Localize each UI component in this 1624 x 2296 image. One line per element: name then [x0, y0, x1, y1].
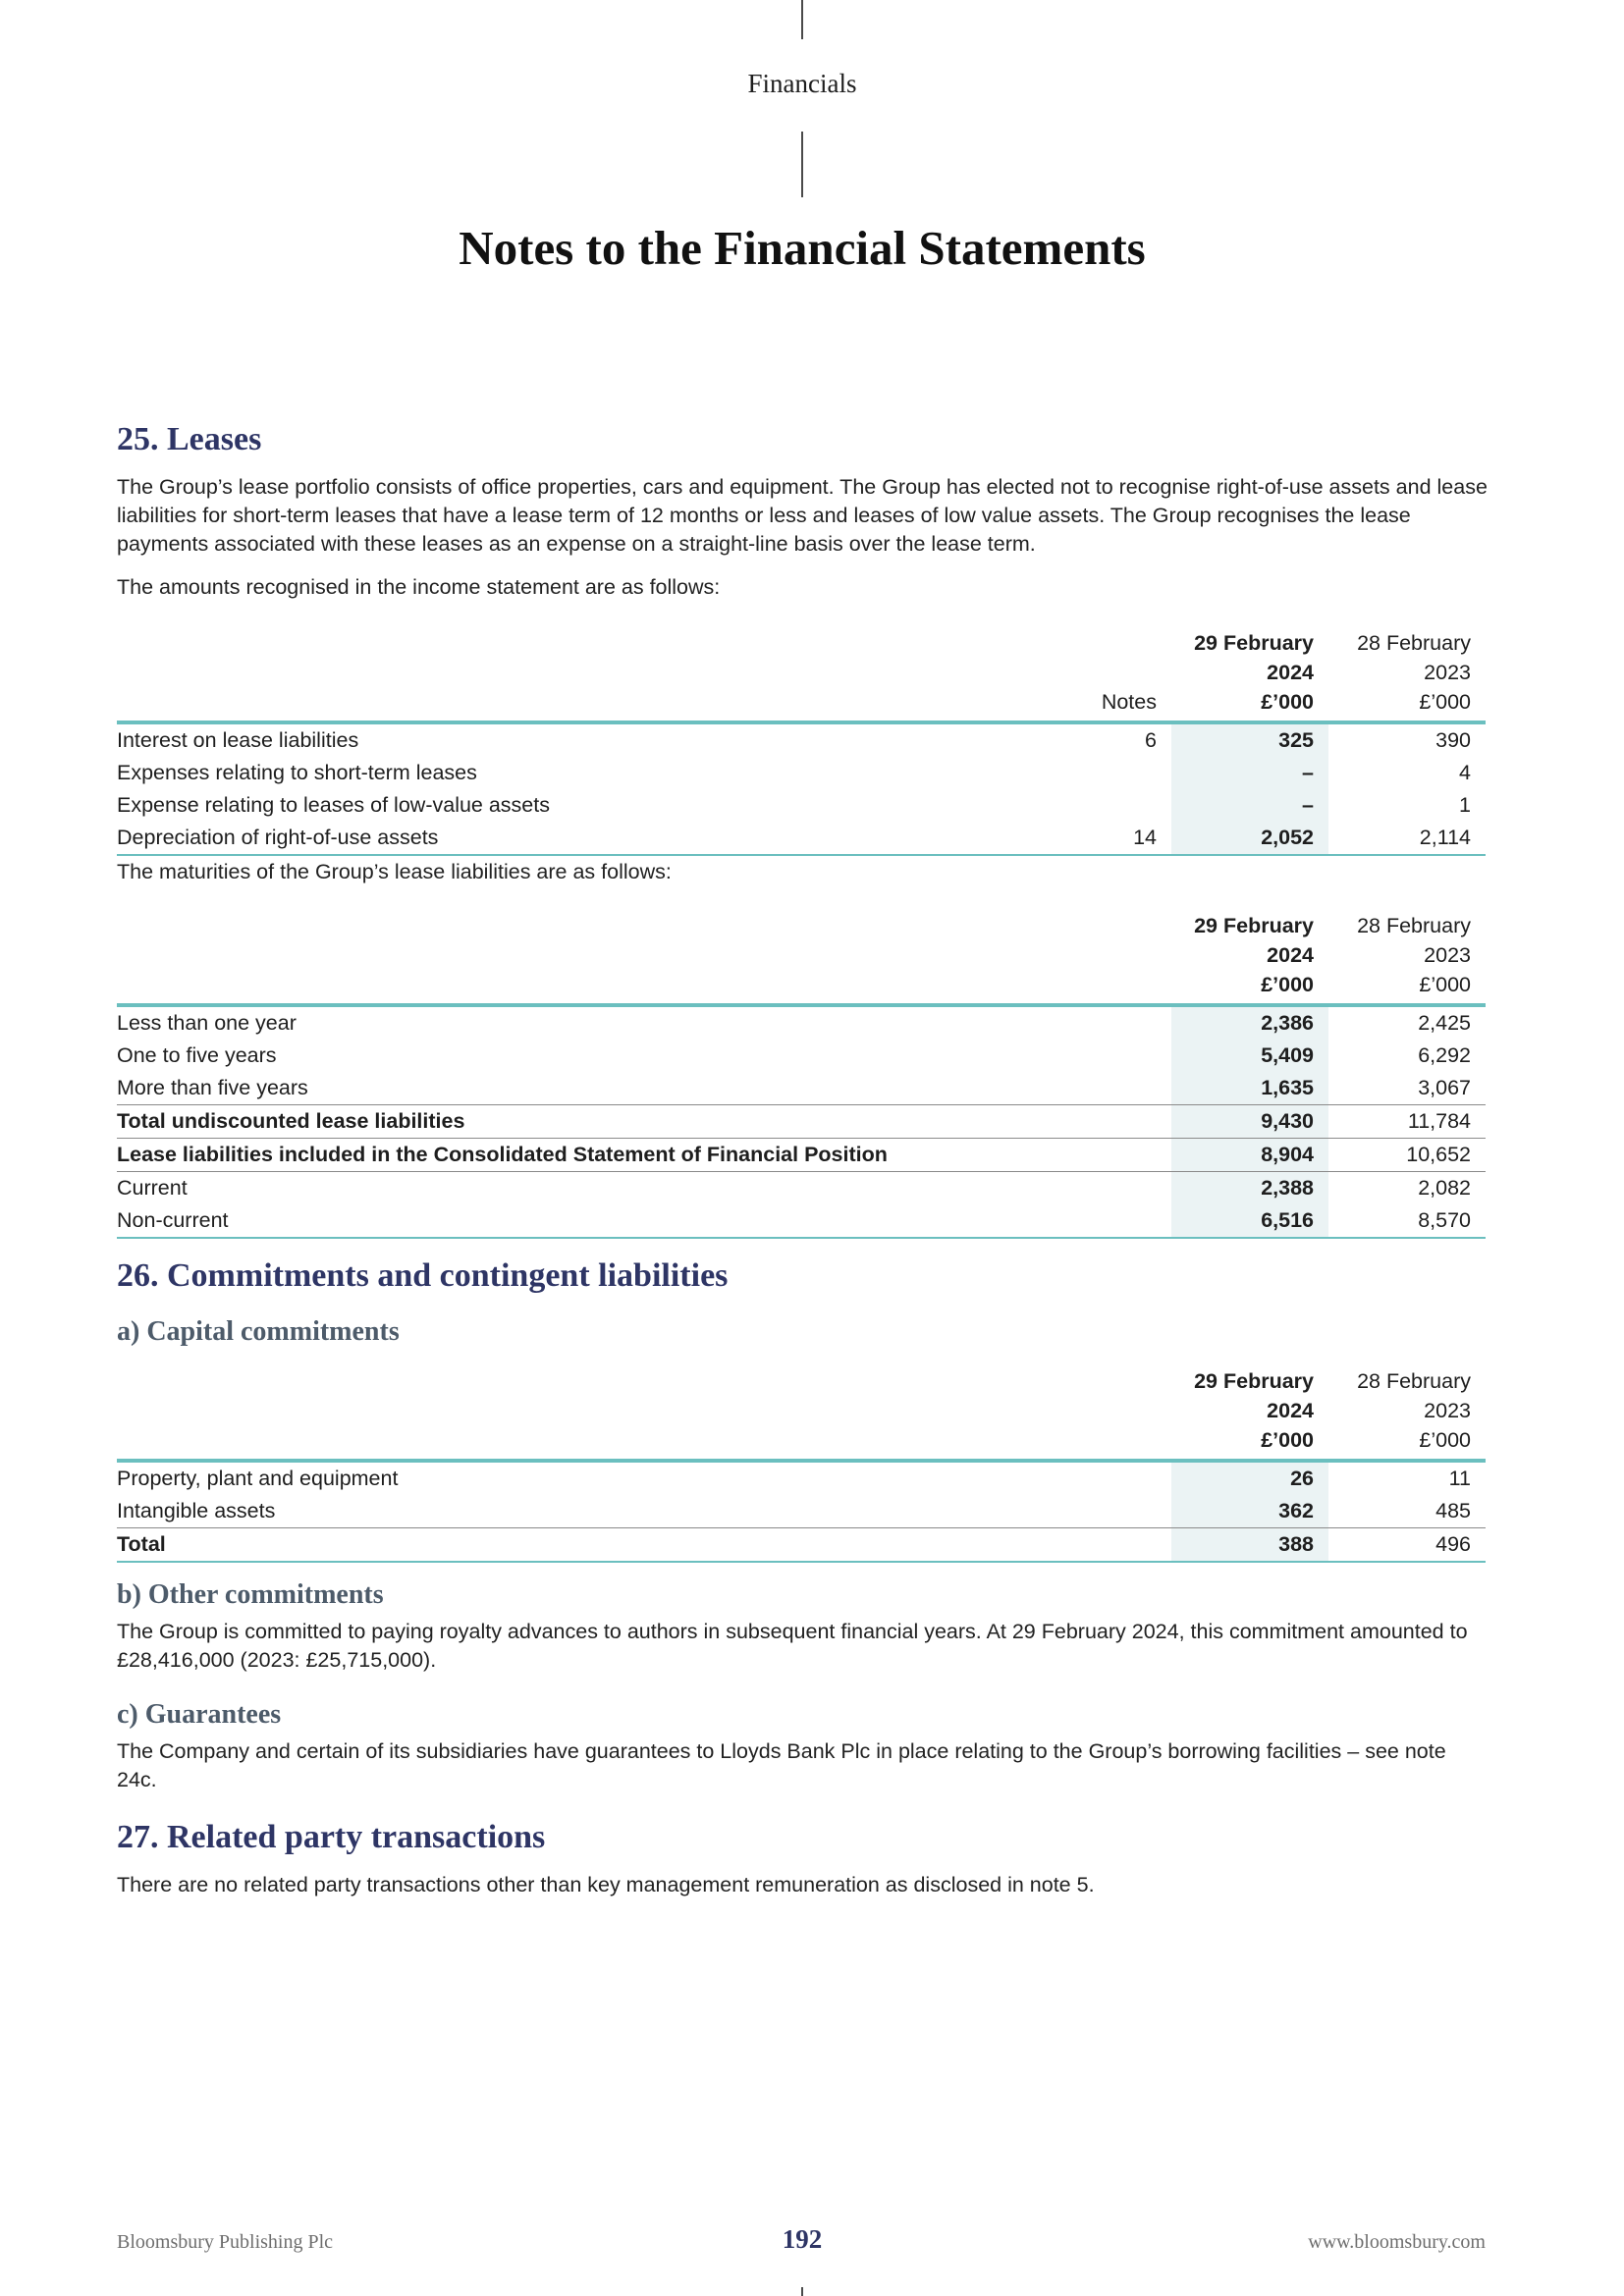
row-cur: – [1171, 757, 1328, 789]
row-prev: 11 [1448, 1467, 1471, 1490]
col-cur-line3: £’000 [1171, 1425, 1328, 1461]
col-prev-line2: 2023 [1424, 1399, 1471, 1422]
row-label: Interest on lease liabilities [117, 728, 359, 752]
row-prev: 6,292 [1418, 1043, 1471, 1067]
row-notes: 14 [980, 822, 1171, 855]
income-intro [117, 573, 1491, 602]
row-cur: 26 [1171, 1461, 1328, 1495]
col-notes-header: Notes [980, 687, 1171, 722]
row-cur: 388 [1171, 1528, 1328, 1563]
table-row [117, 1495, 1486, 1528]
row-cur: 2,386 [1171, 1005, 1328, 1040]
row-label: More than five years [117, 1076, 308, 1099]
bottom-divider-line [801, 2287, 803, 2296]
table-row-total [117, 1139, 1486, 1172]
maturity-intro [117, 858, 1491, 886]
row-cur: 2,388 [1171, 1172, 1328, 1205]
row-label: Total [117, 1528, 980, 1563]
maturity-intro-text: The maturities of the Group’s lease liabilities are as follows: [117, 860, 672, 883]
row-label: Non-current [117, 1204, 980, 1238]
row-cur: 2,052 [1171, 822, 1328, 855]
row-prev: 2,114 [1328, 822, 1486, 855]
table-row [117, 757, 1486, 789]
guarantees-text: The Company and certain of its subsidiaries have guarantees to Lloyds Bank Plc in place relating to the Group’s borrowing facilities – see note 24c. [117, 1739, 1446, 1791]
row-prev: 2,082 [1328, 1172, 1486, 1205]
related-party-text: There are no related party transactions other than key management remuneration as disclosed in note 5. [117, 1873, 1095, 1896]
row-label: Depreciation of right-of-use assets [117, 822, 980, 855]
col-cur-line2: 2024 [1267, 943, 1314, 967]
other-commitments-text: The Group is committed to paying royalty advances to authors in subsequent financial years. At 29 February 2024, this commitment amounted to £28,416,000 (2023: £25,715,000). [117, 1620, 1468, 1672]
commitments-section [117, 1256, 1486, 1296]
other-commitments-heading: b) Other commitments [117, 1579, 384, 1610]
leases-intro [117, 473, 1491, 559]
col-cur-line2: 2024 [1267, 1399, 1314, 1422]
income-table-wrap [117, 628, 1486, 856]
row-cur: – [1171, 789, 1328, 822]
row-prev: 3,067 [1418, 1076, 1471, 1099]
row-cur: 6,516 [1171, 1204, 1328, 1238]
table-row [117, 1172, 1486, 1205]
page-title: Notes to the Financial Statements [459, 221, 1146, 275]
table-row [117, 1204, 1486, 1238]
col-cur-line3: £’000 [1171, 970, 1328, 1005]
row-label: Property, plant and equipment [117, 1467, 399, 1490]
col-prev-line2: 2023 [1424, 661, 1471, 684]
row-label: Less than one year [117, 1011, 297, 1035]
maturity-table [117, 911, 1486, 1239]
row-label: Total undiscounted lease liabilities [117, 1105, 980, 1139]
footer-company: Bloomsbury Publishing Plc [117, 2231, 334, 2253]
col-cur-line3: £’000 [1171, 687, 1328, 722]
footer-url: www.bloomsbury.com [1308, 2231, 1486, 2253]
row-prev: 1 [1459, 793, 1471, 817]
row-prev: 485 [1435, 1499, 1471, 1522]
income-intro-text: The amounts recognised in the income statement are as follows: [117, 575, 721, 599]
table-row-total [117, 1105, 1486, 1139]
page-number: 192 [782, 2224, 823, 2254]
row-label: Intangible assets [117, 1499, 276, 1522]
col-prev-line3: £’000 [1328, 1425, 1486, 1461]
guarantees-heading: c) Guarantees [117, 1699, 282, 1730]
col-prev-line1: 28 February [1357, 1369, 1471, 1393]
section-label: Financials [747, 69, 857, 98]
row-cur: 9,430 [1171, 1105, 1328, 1139]
row-notes [980, 757, 1171, 789]
row-cur: 1,635 [1171, 1072, 1328, 1105]
related-party-section [117, 1818, 1486, 1857]
row-cur: 362 [1171, 1495, 1328, 1528]
col-prev-line3: £’000 [1328, 970, 1486, 1005]
row-label: Current [117, 1172, 980, 1205]
row-prev: 496 [1328, 1528, 1486, 1563]
table-row [117, 822, 1486, 855]
row-cur: 8,904 [1171, 1139, 1328, 1172]
table-row [117, 1072, 1486, 1105]
table-row [117, 1040, 1486, 1072]
row-prev: 4 [1459, 761, 1471, 784]
col-prev-line1: 28 February [1357, 631, 1471, 655]
row-cur: 5,409 [1171, 1040, 1328, 1072]
commitments-heading: 26. Commitments and contingent liabilities [117, 1257, 729, 1294]
top-divider-line [801, 0, 803, 39]
related-party-heading: 27. Related party transactions [117, 1819, 546, 1855]
capital-table-wrap [117, 1366, 1486, 1563]
row-label: Expenses relating to short-term leases [117, 761, 477, 784]
row-notes [980, 789, 1171, 822]
table-row [117, 1461, 1486, 1495]
row-notes: 6 [1145, 728, 1157, 752]
row-label: Lease liabilities included in the Consolidated Statement of Financial Position [117, 1139, 980, 1172]
col-cur-line1: 29 February [1194, 631, 1314, 655]
capital-commitments-table [117, 1366, 1486, 1563]
row-prev: 10,652 [1328, 1139, 1486, 1172]
row-cur: 325 [1171, 722, 1328, 757]
col-prev-line2: 2023 [1424, 943, 1471, 967]
table-row [117, 1005, 1486, 1040]
row-prev: 2,425 [1418, 1011, 1471, 1035]
leases-intro-text: The Group’s lease portfolio consists of office properties, cars and equipment. The Group has elected not to recognise right-of-use assets and lease liabilities for short-term leases that have a lease term of 12 months or less and leases of low value assets. The Group recognises the lease payments associated with these leases as an expense on a straight-line basis over the lease term. [117, 475, 1488, 556]
col-cur-line1: 29 February [1194, 1369, 1314, 1393]
table-row-total [117, 1528, 1486, 1563]
leases-heading: 25. Leases [117, 421, 262, 457]
row-prev: 8,570 [1328, 1204, 1486, 1238]
leases-section [117, 420, 1486, 459]
row-prev: 11,784 [1328, 1105, 1486, 1139]
income-statement-table [117, 628, 1486, 856]
table-row [117, 722, 1486, 757]
table-row [117, 789, 1486, 822]
col-prev-line3: £’000 [1328, 687, 1486, 722]
col-cur-line1: 29 February [1194, 914, 1314, 937]
capital-commitments-heading: a) Capital commitments [117, 1316, 400, 1347]
maturity-table-wrap [117, 911, 1486, 1239]
row-label: One to five years [117, 1043, 277, 1067]
row-prev: 390 [1435, 728, 1471, 752]
col-cur-line2: 2024 [1267, 661, 1314, 684]
col-prev-line1: 28 February [1357, 914, 1471, 937]
row-label: Expense relating to leases of low-value assets [117, 793, 550, 817]
mid-divider-line [801, 132, 803, 197]
